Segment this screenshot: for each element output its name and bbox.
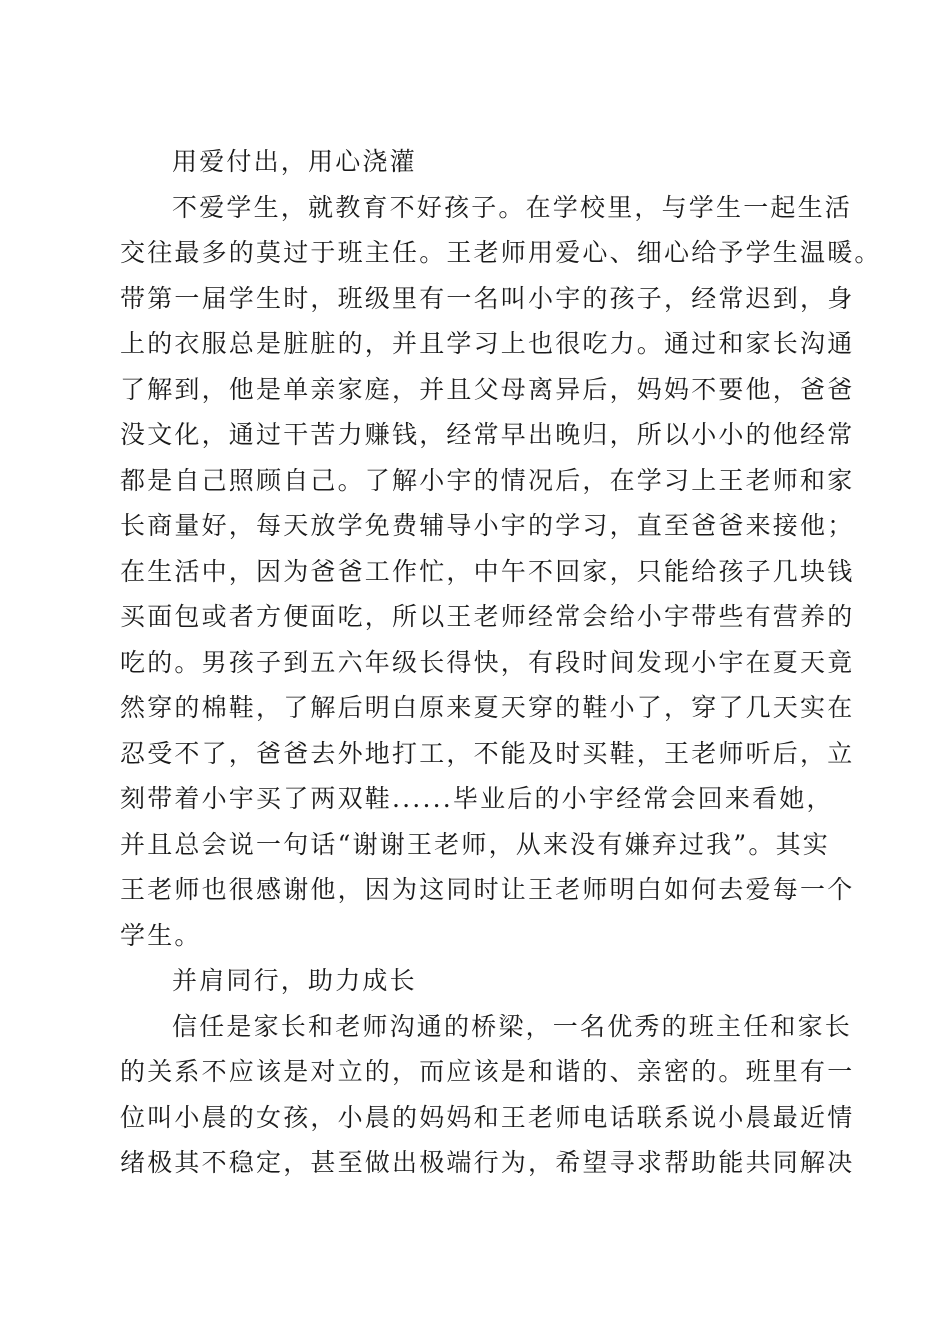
paragraph-trust xyxy=(120,1004,855,1186)
paragraph-line: 上的衣服总是脏脏的，并且学习上也很吃力。通过和家长沟通 xyxy=(120,329,855,358)
paragraph-line: 位叫小晨的女孩，小晨的妈妈和王老师电话联系说小晨最近情 xyxy=(120,1102,855,1132)
paragraph-line: 买面包或者方便面吃，所以王老师经常会给小宇带些有营养的 xyxy=(120,602,855,631)
paragraph-line: 带第一届学生时，班级里有一名叫小宇的孩子，经常迟到，身 xyxy=(120,283,855,313)
paragraph-line: 在生活中，因为爸爸工作忙，中午不回家，只能给孩子几块钱 xyxy=(120,556,855,586)
paragraph-line: 不爱学生，就教育不好孩子。在学校里，与学生一起生活 xyxy=(172,192,853,222)
section-heading-love: 用爱付出，用心浇灌 xyxy=(172,147,417,176)
paragraph-line: 了解到，他是单亲家庭，并且父母离异后，妈妈不要他，爸爸 xyxy=(120,374,855,404)
paragraph-line: 刻带着小宇买了两双鞋......毕业后的小宇经常会回来看她， xyxy=(120,784,834,813)
paragraph-love-story xyxy=(120,185,882,959)
paragraph-line: 交往最多的莫过于班主任。王老师用爱心、细心给予学生温暖。 xyxy=(120,238,882,267)
paragraph-line: 王老师也很感谢他，因为这同时让王老师明白如何去爱每一个 xyxy=(120,875,855,904)
paragraph-line: 都是自己照顾自己。了解小宇的情况后，在学习上王老师和家 xyxy=(120,465,855,495)
paragraph-line: 学生。 xyxy=(120,920,202,950)
paragraph-line: 信任是家长和老师沟通的桥梁，一名优秀的班主任和家长 xyxy=(172,1011,853,1041)
paragraph-line: 的关系不应该是对立的，而应该是和谐的、亲密的。班里有一 xyxy=(120,1057,855,1086)
document-body xyxy=(120,139,882,1186)
section-heading-partnership: 并肩同行，助力成长 xyxy=(172,966,417,995)
paragraph-line: 然穿的棉鞋，了解后明白原来夏天穿的鞋小了，穿了几天实在 xyxy=(120,693,855,722)
paragraph-line: 长商量好，每天放学免费辅导小宇的学习，直至爸爸来接他； xyxy=(120,511,855,540)
paragraph-line: 绪极其不稳定，甚至做出极端行为，希望寻求帮助能共同解决 xyxy=(120,1148,855,1177)
paragraph-line: 吃的。男孩子到五六年级长得快，有段时间发现小宇在夏天竟 xyxy=(120,647,855,677)
paragraph-line: 没文化，通过干苦力赚钱，经常早出晚归，所以小小的他经常 xyxy=(120,420,855,449)
paragraph-line: 并且总会说一句话“谢谢王老师，从来没有嫌弃过我”。其实 xyxy=(120,829,830,859)
paragraph-line: 忍受不了，爸爸去外地打工，不能及时买鞋，王老师听后，立 xyxy=(120,738,855,768)
